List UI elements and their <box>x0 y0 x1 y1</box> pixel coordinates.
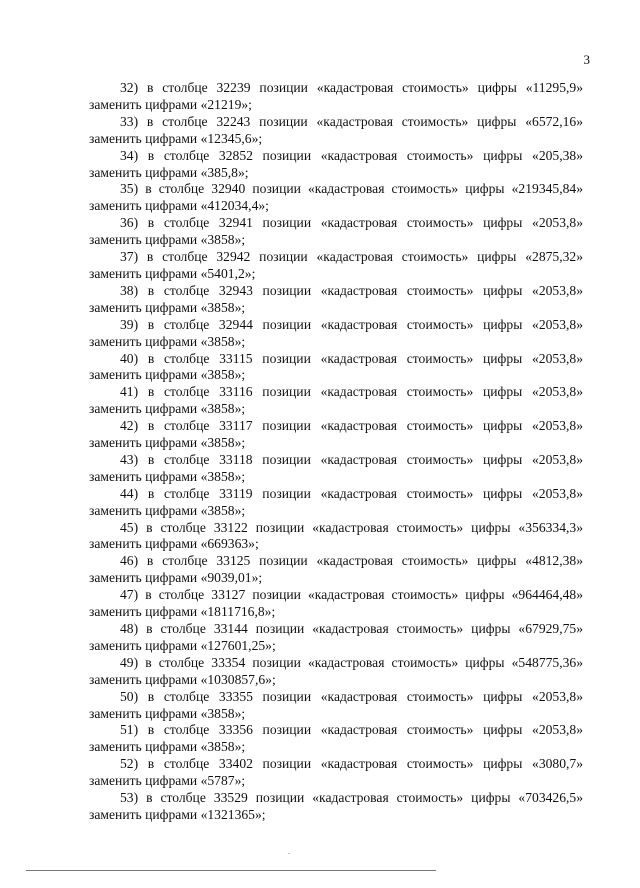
list-item <box>89 418 583 452</box>
item-continuation: заменить цифрами «3858»; <box>89 367 246 383</box>
item-continuation: заменить цифрами «1030857,6»; <box>89 671 276 687</box>
page-number: 3 <box>583 52 590 67</box>
item-continuation: заменить цифрами «3858»; <box>89 705 246 721</box>
list-item <box>89 80 583 114</box>
footer-rule <box>26 870 436 871</box>
amendment-list <box>89 80 583 824</box>
item-text: 36) в столбце 32941 позиции «кадастровая стоимость» цифры «2053,8» <box>120 215 583 231</box>
item-text: 39) в столбце 32944 позиции «кадастровая стоимость» цифры «2053,8» <box>120 316 583 332</box>
list-item <box>89 486 583 520</box>
list-item <box>89 384 583 418</box>
item-continuation: заменить цифрами «3858»; <box>89 435 246 451</box>
item-text: 48) в столбце 33144 позиции «кадастровая стоимость» цифры «67929,75» <box>120 621 583 636</box>
item-continuation: заменить цифрами «412034,4»; <box>89 198 269 214</box>
list-item <box>89 655 583 689</box>
list-item <box>89 351 583 385</box>
item-text: 41) в столбце 33116 позиции «кадастровая стоимость» цифры «2053,8» <box>120 384 583 400</box>
scan-speck <box>288 853 290 854</box>
list-item <box>89 452 583 486</box>
list-item <box>89 756 583 790</box>
item-continuation: заменить цифрами «3858»; <box>89 299 246 315</box>
item-continuation: заменить цифрами «3858»; <box>89 739 246 755</box>
item-text: 45) в столбце 33122 позиции «кадастровая стоимость» цифры «356334,3» <box>120 519 583 535</box>
list-item <box>89 621 583 655</box>
list-item <box>89 249 583 283</box>
item-text: 35) в столбце 32940 позиции «кадастровая стоимость» цифры «219345,84» <box>120 181 583 197</box>
item-text: 49) в столбце 33354 позиции «кадастровая стоимость» цифры «548775,36» <box>120 654 583 670</box>
item-continuation: заменить цифрами «1321365»; <box>89 806 266 822</box>
item-continuation: заменить цифрами «3858»; <box>89 502 246 518</box>
item-text: 38) в столбце 32943 позиции «кадастровая стоимость» цифры «2053,8» <box>120 282 583 298</box>
item-continuation: заменить цифрами «127601,25»; <box>89 637 276 653</box>
item-continuation: заменить цифрами «3858»; <box>89 232 246 248</box>
list-item <box>89 790 583 824</box>
item-continuation: заменить цифрами «3858»; <box>89 468 246 484</box>
item-text: 32) в столбце 32239 позиции «кадастровая стоимость» цифры «11295,9» <box>120 80 583 95</box>
item-text: 50) в столбце 33355 позиции «кадастровая стоимость» цифры «2053,8» <box>120 688 583 704</box>
list-item <box>89 181 583 215</box>
item-text: 47) в столбце 33127 позиции «кадастровая стоимость» цифры «964464,48» <box>120 587 583 603</box>
item-continuation: заменить цифрами «5787»; <box>89 773 246 789</box>
item-continuation: заменить цифрами «12345,6»; <box>89 130 263 146</box>
item-text: 46) в столбце 33125 позиции «кадастровая стоимость» цифры «4812,38» <box>120 553 583 569</box>
item-text: 42) в столбце 33117 позиции «кадастровая стоимость» цифры «2053,8» <box>120 418 583 434</box>
item-continuation: заменить цифрами «21219»; <box>89 96 252 112</box>
item-continuation: заменить цифрами «1811716,8»; <box>89 604 276 620</box>
item-text: 40) в столбце 33115 позиции «кадастровая стоимость» цифры «2053,8» <box>120 350 583 366</box>
list-item <box>89 215 583 249</box>
item-text: 34) в столбце 32852 позиции «кадастровая стоимость» цифры «205,38» <box>120 147 583 163</box>
item-text: 33) в столбце 32243 позиции «кадастровая стоимость» цифры «6572,16» <box>120 113 583 129</box>
list-item <box>89 283 583 317</box>
item-text: 53) в столбце 33529 позиции «кадастровая стоимость» цифры «703426,5» <box>120 790 583 806</box>
list-item <box>89 114 583 148</box>
item-text: 52) в столбце 33402 позиции «кадастровая стоимость» цифры «3080,7» <box>120 756 583 772</box>
item-continuation: заменить цифрами «5401,2»; <box>89 265 256 281</box>
item-text: 44) в столбце 33119 позиции «кадастровая стоимость» цифры «2053,8» <box>120 485 583 501</box>
list-item <box>89 317 583 351</box>
list-item <box>89 689 583 723</box>
item-text: 43) в столбце 33118 позиции «кадастровая стоимость» цифры «2053,8» <box>120 451 583 467</box>
item-continuation: заменить цифрами «385,8»; <box>89 164 249 180</box>
list-item <box>89 722 583 756</box>
list-item <box>89 148 583 182</box>
list-item <box>89 520 583 554</box>
item-continuation: заменить цифрами «669363»; <box>89 536 259 552</box>
list-item <box>89 553 583 587</box>
list-item <box>89 587 583 621</box>
item-text: 37) в столбце 32942 позиции «кадастровая стоимость» цифры «2875,32» <box>120 249 583 265</box>
item-continuation: заменить цифрами «3858»; <box>89 401 246 417</box>
item-text: 51) в столбце 33356 позиции «кадастровая стоимость» цифры «2053,8» <box>120 722 583 738</box>
item-continuation: заменить цифрами «9039,01»; <box>89 570 263 586</box>
item-continuation: заменить цифрами «3858»; <box>89 333 246 349</box>
